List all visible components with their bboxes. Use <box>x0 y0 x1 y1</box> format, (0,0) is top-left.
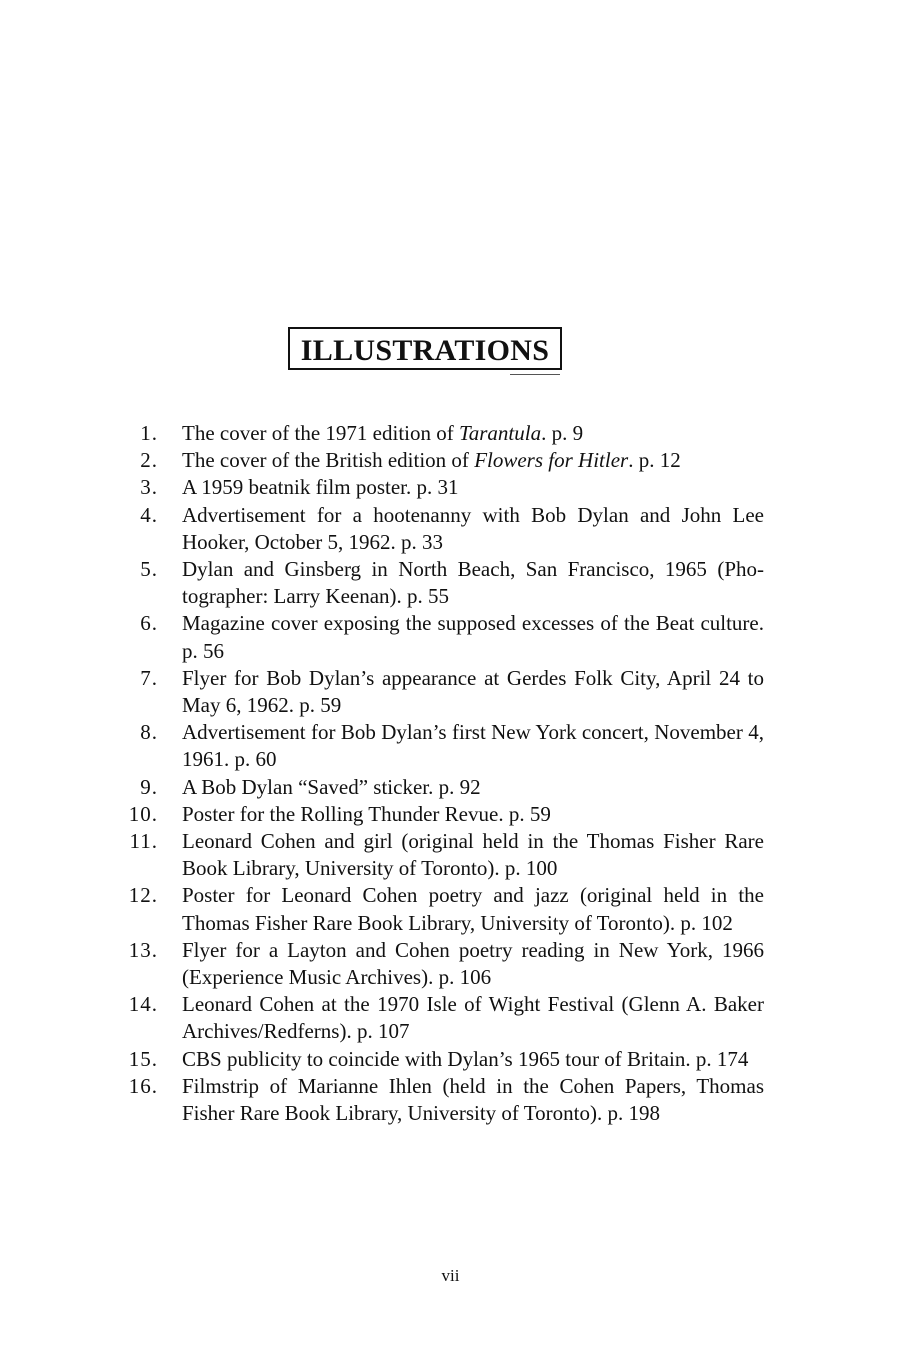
illustration-number: 12. <box>128 883 158 908</box>
heading-underline <box>510 374 560 375</box>
caption-text: Poster for the Rolling Thunder Revue. p. 59 <box>182 801 551 826</box>
caption-text: The cover of the 1971 edition of <box>182 421 459 445</box>
illustration-number: 5. <box>140 557 158 582</box>
illustration-caption <box>182 1046 764 1073</box>
caption-text: The cover of the British edition of <box>182 448 475 473</box>
illustration-caption <box>182 937 764 991</box>
illustration-entry <box>0 719 901 773</box>
illustration-entry <box>0 882 901 936</box>
heading-box <box>288 327 562 370</box>
caption-text: Magazine cover exposing the supposed excesses of the Beat culture. p. 56 <box>182 611 764 663</box>
caption-page-ref: . p. 9 <box>541 421 584 445</box>
illustration-entry <box>0 801 901 828</box>
illustrations-list <box>0 420 901 1127</box>
illustration-caption <box>182 556 764 610</box>
caption-text: A 1959 beatnik film poster. p. 31 <box>182 475 459 500</box>
illustration-number: 4. <box>140 502 158 527</box>
illustration-entry <box>0 474 901 501</box>
illustration-entry <box>0 610 901 664</box>
illustration-number: 10. <box>128 801 158 826</box>
caption-title-italic: Flowers for Hitler <box>474 448 629 473</box>
illustration-entry <box>0 1046 901 1073</box>
illustration-entry <box>0 420 901 447</box>
illustration-number: 7. <box>140 665 158 690</box>
caption-text: Filmstrip of Marianne Ihlen (held in the Cohen Papers, Thomas Fisher Rare Book Library, University of Toronto). p. 198 <box>182 1073 764 1126</box>
illustration-number: 16. <box>128 1073 158 1098</box>
illustration-entry <box>0 828 901 882</box>
illustration-number: 3. <box>140 475 158 500</box>
illustration-caption <box>182 502 764 556</box>
caption-text: Advertisement for Bob Dylan’s first New York concert, November 4, 1961. p. 60 <box>182 720 764 772</box>
illustration-number: 14. <box>128 992 158 1017</box>
illustration-number: 8. <box>140 720 158 745</box>
caption-text: Leonard Cohen and girl (original held in the Thomas Fisher Rare Book Library, University of Toronto). p. 100 <box>182 829 764 881</box>
illustration-caption <box>182 719 764 773</box>
illustration-caption <box>182 828 764 882</box>
illustration-entry <box>0 665 901 719</box>
illustration-caption <box>182 991 764 1045</box>
illustration-number: 11. <box>129 829 158 854</box>
caption-text: CBS publicity to coincide with Dylan’s 1965 tour of Britain. p. 174 <box>182 1046 749 1071</box>
page-title: ILLUSTRATIONS <box>300 334 550 367</box>
illustration-caption <box>182 474 764 501</box>
illustration-entry <box>0 991 901 1045</box>
illustration-caption <box>182 882 764 936</box>
illustration-entry <box>0 937 901 991</box>
caption-title-italic: Tarantula <box>459 421 542 445</box>
illustration-caption <box>182 774 764 801</box>
illustration-number: 9. <box>140 774 158 799</box>
caption-page-ref: . p. 12 <box>628 448 681 473</box>
illustration-caption <box>182 801 764 828</box>
illustration-entry <box>0 556 901 610</box>
page-number: vii <box>441 1266 460 1285</box>
illustration-number: 2. <box>140 448 158 473</box>
illustration-number: 13. <box>128 937 158 962</box>
caption-text: Poster for Leonard Cohen poetry and jazz (original held in the Thomas Fisher Rare Book Library, University of Toronto). p. 102 <box>182 883 764 935</box>
illustration-caption <box>182 447 764 474</box>
caption-text: Flyer for Bob Dylan’s appearance at Gerdes Folk City, April 24 to May 6, 1962. p. 59 <box>182 665 764 718</box>
illustration-number: 6. <box>140 611 158 636</box>
caption-text: Dylan and Ginsberg in North Beach, San Francisco, 1965 (Photographer: Larry Keenan). p. 55 <box>182 557 764 609</box>
illustration-entry <box>0 774 901 801</box>
caption-text: Leonard Cohen at the 1970 Isle of Wight Festival (Glenn A. Baker Archives/Redferns). p. 107 <box>182 992 764 1044</box>
illustration-entry <box>0 1073 901 1127</box>
illustration-number: 1. <box>140 421 158 445</box>
illustration-entry <box>0 502 901 556</box>
illustration-entry <box>0 447 901 474</box>
illustration-caption <box>182 420 764 447</box>
caption-text: Flyer for a Layton and Cohen poetry reading in New York, 1966 (Experience Music Archives). p. 106 <box>182 937 764 990</box>
illustration-caption <box>182 1073 764 1127</box>
illustration-number: 15. <box>128 1046 158 1071</box>
caption-text: Advertisement for a hootenanny with Bob Dylan and John Lee Hooker, October 5, 1962. p. 33 <box>182 502 764 554</box>
illustration-caption <box>182 610 764 664</box>
illustration-caption <box>182 665 764 719</box>
caption-text: A Bob Dylan “Saved” sticker. p. 92 <box>182 774 481 799</box>
